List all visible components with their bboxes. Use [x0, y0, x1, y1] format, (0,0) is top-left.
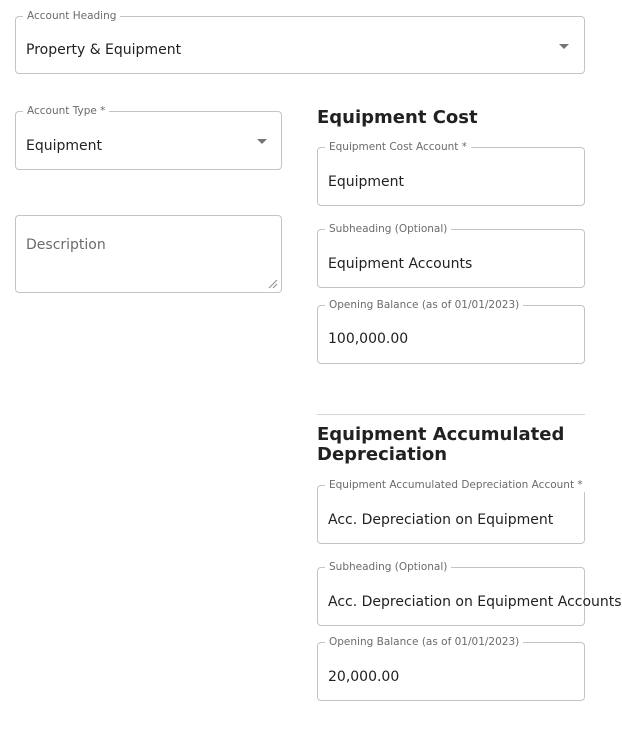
accumulated-depreciation-subheading-label: Subheading (Optional)	[325, 560, 451, 574]
equipment-cost-subheading-value: Equipment Accounts	[328, 256, 473, 272]
accumulated-depreciation-account-label: Equipment Accumulated Depreciation Account *	[325, 478, 587, 492]
accumulated-depreciation-account-field[interactable]	[317, 479, 585, 544]
accumulated-depreciation-subheading-value: Acc. Depreciation on Equipment Accounts	[328, 594, 622, 610]
account-heading-select[interactable]	[15, 10, 585, 74]
account-type-value: Equipment	[26, 138, 102, 154]
equipment-cost-account-field[interactable]	[317, 141, 585, 206]
equipment-cost-subheading-label: Subheading (Optional)	[325, 222, 451, 236]
account-type-select[interactable]	[15, 105, 282, 170]
chevron-down-icon[interactable]	[257, 139, 267, 144]
equipment-cost-account-value: Equipment	[328, 174, 404, 190]
section-divider	[317, 414, 585, 415]
resize-handle-icon[interactable]	[268, 279, 278, 289]
accumulated-depreciation-opening-balance-label: Opening Balance (as of 01/01/2023)	[325, 635, 523, 649]
equipment-cost-opening-balance-label: Opening Balance (as of 01/01/2023)	[325, 298, 523, 312]
description-textarea[interactable]	[15, 215, 282, 293]
account-heading-label: Account Heading	[23, 9, 120, 23]
chevron-down-icon[interactable]	[559, 44, 569, 49]
equipment-cost-account-label: Equipment Cost Account *	[325, 140, 471, 154]
account-type-label: Account Type *	[23, 104, 109, 118]
equipment-cost-subheading-field[interactable]	[317, 223, 585, 288]
description-placeholder: Description	[26, 237, 106, 253]
equipment-cost-opening-balance-field[interactable]	[317, 299, 585, 364]
accumulated-depreciation-title-line2: Depreciation	[317, 444, 448, 465]
accumulated-depreciation-title	[317, 425, 564, 465]
accumulated-depreciation-title-line1: Equipment Accumulated	[317, 424, 565, 445]
accumulated-depreciation-opening-balance-field[interactable]	[317, 636, 585, 701]
accumulated-depreciation-opening-balance-value: 20,000.00	[328, 669, 400, 685]
accumulated-depreciation-subheading-field[interactable]	[317, 561, 622, 626]
account-heading-value: Property & Equipment	[26, 42, 182, 58]
accumulated-depreciation-account-value: Acc. Depreciation on Equipment	[328, 512, 554, 528]
equipment-cost-title: Equipment Cost	[317, 107, 478, 128]
equipment-cost-opening-balance-value: 100,000.00	[328, 331, 409, 347]
